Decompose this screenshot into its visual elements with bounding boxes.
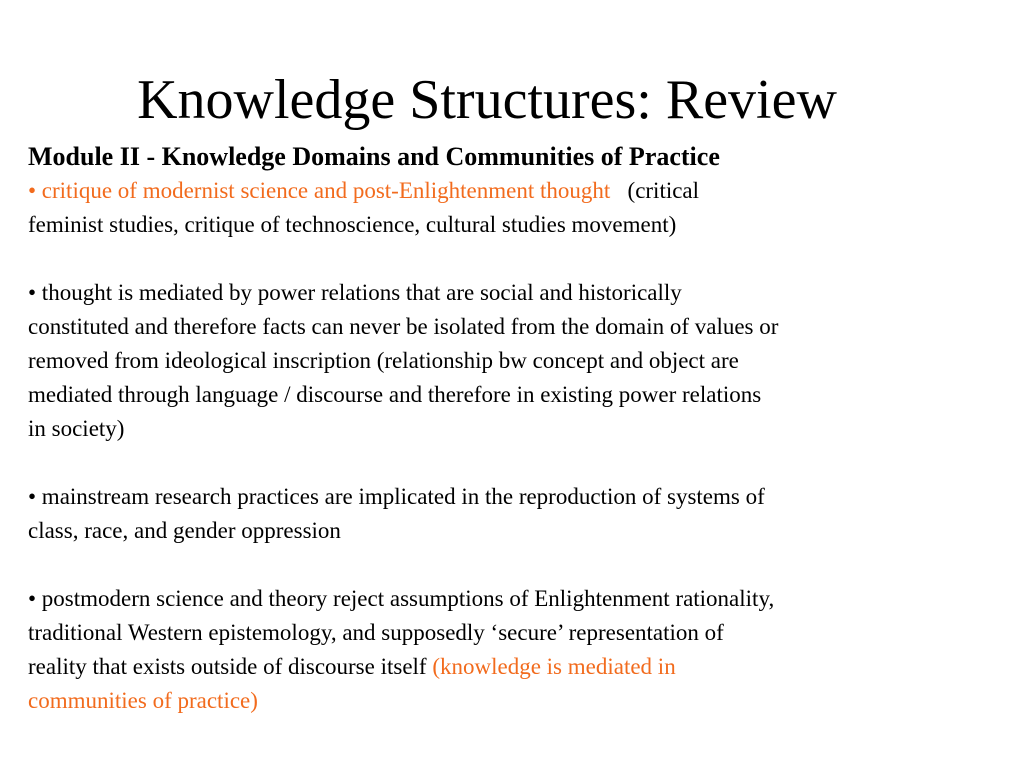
bullet-line bbox=[28, 650, 968, 684]
bullet-line: mediated through language / discourse and therefore in existing power relations bbox=[28, 382, 762, 407]
highlighted-text: (knowledge is mediated in bbox=[432, 654, 676, 679]
bullet-line: class, race, and gender oppression bbox=[28, 518, 341, 543]
bullet-postmodern-science bbox=[28, 582, 968, 718]
slide-title: Knowledge Structures: Review bbox=[137, 69, 837, 131]
bullet-text: reality that exists outside of discourse itself bbox=[28, 654, 427, 679]
bullet-thought-mediated bbox=[28, 276, 968, 446]
highlighted-text: • critique of modernist science and post-Enlightenment thought bbox=[28, 178, 611, 203]
bullet-line: in society) bbox=[28, 416, 125, 441]
bullet-line: • postmodern science and theory reject assumptions of Enlightenment rationality, bbox=[28, 586, 775, 611]
slide-body bbox=[28, 140, 968, 718]
bullet-line bbox=[28, 174, 968, 208]
bullet-text: (critical bbox=[627, 178, 700, 203]
bullet-mainstream-research bbox=[28, 480, 968, 548]
paragraph-gap bbox=[28, 242, 968, 276]
bullet-line: constituted and therefore facts can never be isolated from the domain of values or bbox=[28, 314, 779, 339]
bullet-line: feminist studies, critique of technoscience, cultural studies movement) bbox=[28, 212, 677, 237]
slide-subtitle: Module II - Knowledge Domains and Communities of Practice bbox=[28, 142, 720, 171]
bullet-line: traditional Western epistemology, and supposedly ‘secure’ representation of bbox=[28, 620, 724, 645]
bullet-line: • mainstream research practices are implicated in the reproduction of systems of bbox=[28, 484, 765, 509]
bullet-line: removed from ideological inscription (relationship bw concept and object are bbox=[28, 348, 739, 373]
bullet-critique-modernist-science bbox=[28, 174, 968, 242]
bullet-line: • thought is mediated by power relations that are social and historically bbox=[28, 280, 682, 305]
paragraph-gap bbox=[28, 446, 968, 480]
highlighted-text: communities of practice) bbox=[28, 688, 258, 713]
paragraph-gap bbox=[28, 548, 968, 582]
